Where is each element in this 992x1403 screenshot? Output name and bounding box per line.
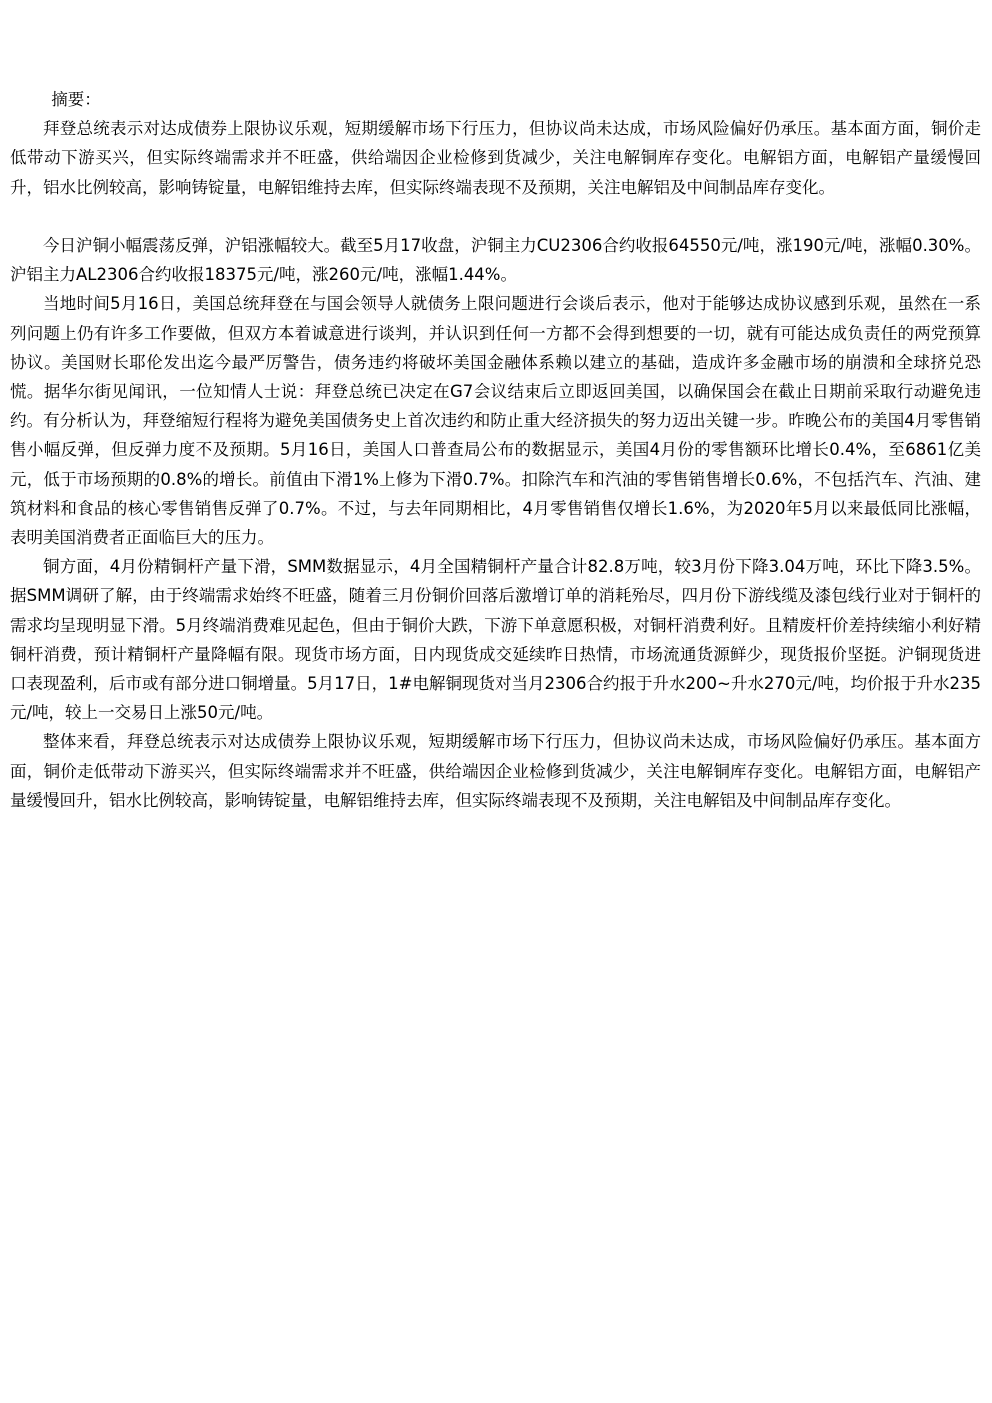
document-body [10,85,981,815]
summary-label: 摘要： [51,90,101,109]
summary-paragraph: 拜登总统表示对达成债券上限协议乐观，短期缓解市场下行压力，但协议尚未达成，市场风险偏好仍承压。基本面方面，铜价走低带动下游买兴，但实际终端需求并不旺盛，供给端因企业检修到货减少，关注电解铜库存变化。电解铝方面，电解铝产量缓慢回升，铝水比例较高，影响铸锭量，电解铝维持去库，但实际终端表现不及预期，关注电解铝及中间制品库存变化。 [10,119,981,197]
macro-news-paragraph: 当地时间5月16日，美国总统拜登在与国会领导人就债务上限问题进行会谈后表示，他对于能够达成协议感到乐观，虽然在一系列问题上仍有许多工作要做，但双方本着诚意进行谈判，并认识到任何一方都不会得到想要的一切，就有可能达成负责任的两党预算协议。美国财长耶伦发出迄今最严厉警告，债务违约将破坏美国金融体系赖以建立的基础，造成许多金融市场的崩溃和全球挤兑恐慌。据华尔街见闻讯，一位知情人士说：拜登总统已决定在G7会议结束后立即返回美国，以确保国会在截止日期前采取行动避免违约。有分析认为，拜登缩短行程将为避免美国债务史上首次违约和防止重大经济损失的努力迈出关键一步。昨晚公布的美国4月零售销售小幅反弹，但反弹力度不及预期。5月16日，美国人口普查局公布的数据显示，美国4月份的零售额环比增长0.4%，至6861亿美元，低于市场预期的0.8%的增长。前值由下滑1%上修为下滑0.7%。扣除汽车和汽油的零售销售增长0.6%，不包括汽车、汽油、建筑材料和食品的核心零售销售反弹了0.7%。不过，与去年同期相比，4月零售销售仅增长1.6%，为2020年5月以来最低同比涨幅，表明美国消费者正面临巨大的压力。 [10,294,981,548]
overall-outlook-paragraph: 整体来看，拜登总统表示对达成债券上限协议乐观，短期缓解市场下行压力，但协议尚未达成，市场风险偏好仍承压。基本面方面，铜价走低带动下游买兴，但实际终端需求并不旺盛，供给端因企业检修到货减少，关注电解铜库存变化。电解铝方面，电解铝产量缓慢回升，铝水比例较高，影响铸锭量，电解铝维持去库，但实际终端表现不及预期，关注电解铝及中间制品库存变化。 [10,732,981,810]
market-close-paragraph: 今日沪铜小幅震荡反弹，沪铝涨幅较大。截至5月17收盘，沪铜主力CU2306合约收报64550元/吨，涨190元/吨，涨幅0.30%。沪铝主力AL2306合约收报18375元/吨，涨260元/吨，涨幅1.44%。 [10,236,981,285]
copper-fundamentals-paragraph: 铜方面，4月份精铜杆产量下滑，SMM数据显示，4月全国精铜杆产量合计82.8万吨，较3月份下降3.04万吨，环比下降3.5%。据SMM调研了解，由于终端需求始终不旺盛，随着三月份铜价回落后激增订单的消耗殆尽，四月份下游线缆及漆包线行业对于铜杆的需求均呈现明显下滑。5月终端消费难见起色，但由于铜价大跌，下游下单意愿积极，对铜杆消费利好。且精废杆价差持续缩小利好精铜杆消费，预计精铜杆产量降幅有限。现货市场方面，日内现货成交延续昨日热情，市场流通货源鲜少，现货报价坚挺。沪铜现货进口表现盈利，后市或有部分进口铜增量。5月17日，1#电解铜现货对当月2306合约报于升水200~升水270元/吨，均价报于升水235元/吨，较上一交易日上涨50元/吨。 [10,557,981,723]
section-spacer [10,202,981,231]
